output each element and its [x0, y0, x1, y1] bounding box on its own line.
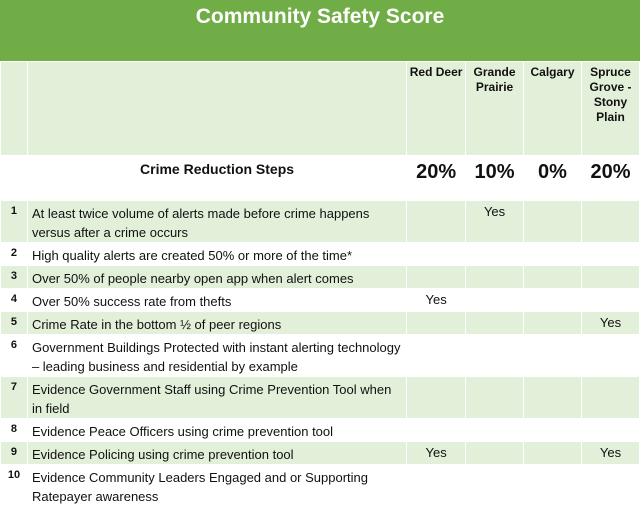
step-text: Over 50% success rate from thefts: [27, 289, 406, 312]
step-value-cell: [466, 266, 524, 289]
table-row: [1, 201, 640, 243]
step-number: 8: [1, 419, 28, 442]
table-row: [1, 243, 640, 266]
step-value-cell: [466, 312, 524, 335]
step-text: Evidence Peace Officers using crime prevention tool: [27, 419, 406, 442]
table-row: [1, 335, 640, 377]
step-text: Crime Rate in the bottom ½ of peer regions: [27, 312, 406, 335]
step-value-cell: [524, 201, 582, 243]
score-row: [1, 156, 640, 201]
step-value-cell: [466, 419, 524, 442]
table-row: [1, 419, 640, 442]
column-header-row: [1, 62, 640, 156]
step-value-cell: Yes: [407, 442, 466, 465]
step-number: 7: [1, 377, 28, 419]
column-header-spruce-grove: Spruce Grove - Stony Plain: [581, 62, 639, 156]
step-number: 5: [1, 312, 28, 335]
column-header-grande-prairie: Grande Prairie: [466, 62, 524, 156]
step-value-cell: [407, 312, 466, 335]
step-number: 4: [1, 289, 28, 312]
step-value-cell: Yes: [581, 312, 639, 335]
step-value-cell: [524, 377, 582, 419]
step-value-cell: [581, 289, 639, 312]
table-row: [1, 465, 640, 507]
step-text: Government Buildings Protected with instant alerting technology – leading business and residential by example: [27, 335, 406, 377]
step-text: At least twice volume of alerts made before crime happens versus after a crime occurs: [27, 201, 406, 243]
score-grande-prairie: 10%: [466, 156, 524, 201]
table-row: [1, 266, 640, 289]
step-value-cell: [581, 335, 639, 377]
step-value-cell: Yes: [407, 289, 466, 312]
step-text: High quality alerts are created 50% or more of the time*: [27, 243, 406, 266]
column-header-red-deer: Red Deer: [407, 62, 466, 156]
step-value-cell: [581, 465, 639, 507]
step-value-cell: [524, 243, 582, 266]
step-number: 3: [1, 266, 28, 289]
step-value-cell: [407, 335, 466, 377]
step-text: Evidence Community Leaders Engaged and or Supporting Ratepayer awareness: [27, 465, 406, 507]
header-step-cell: [27, 62, 406, 156]
step-value-cell: [466, 335, 524, 377]
step-value-cell: [524, 442, 582, 465]
step-value-cell: [524, 266, 582, 289]
step-text: Evidence Policing using crime prevention tool: [27, 442, 406, 465]
step-number: 9: [1, 442, 28, 465]
step-value-cell: [524, 465, 582, 507]
step-value-cell: [466, 243, 524, 266]
step-value-cell: [466, 442, 524, 465]
step-value-cell: [581, 266, 639, 289]
step-text: Evidence Government Staff using Crime Prevention Tool when in field: [27, 377, 406, 419]
step-value-cell: [407, 465, 466, 507]
step-value-cell: [407, 377, 466, 419]
step-value-cell: Yes: [581, 442, 639, 465]
step-text: Over 50% of people nearby open app when alert comes: [27, 266, 406, 289]
step-value-cell: [407, 419, 466, 442]
score-red-deer: 20%: [407, 156, 466, 201]
safety-score-table: [0, 61, 640, 507]
table-row: [1, 377, 640, 419]
step-value-cell: [407, 266, 466, 289]
step-value-cell: [466, 377, 524, 419]
table-row: [1, 312, 640, 335]
page-title: Community Safety Score: [195, 5, 445, 28]
step-number: 2: [1, 243, 28, 266]
step-value-cell: [581, 201, 639, 243]
score-calgary: 0%: [524, 156, 582, 201]
column-header-calgary: Calgary: [524, 62, 582, 156]
step-value-cell: Yes: [466, 201, 524, 243]
step-value-cell: [581, 377, 639, 419]
step-value-cell: [524, 419, 582, 442]
step-number: 6: [1, 335, 28, 377]
step-value-cell: [581, 419, 639, 442]
step-value-cell: [407, 243, 466, 266]
steps-header: Crime Reduction Steps: [27, 156, 406, 201]
table-row: [1, 442, 640, 465]
step-value-cell: [466, 465, 524, 507]
step-value-cell: [524, 312, 582, 335]
step-number: 10: [1, 465, 28, 507]
title-bar: [0, 0, 640, 61]
score-spruce-grove: 20%: [581, 156, 639, 201]
score-num-cell: [1, 156, 28, 201]
step-value-cell: [466, 289, 524, 312]
header-num-cell: [1, 62, 28, 156]
step-value-cell: [524, 289, 582, 312]
step-number: 1: [1, 201, 28, 243]
step-value-cell: [407, 201, 466, 243]
step-value-cell: [581, 243, 639, 266]
step-value-cell: [524, 335, 582, 377]
table-row: [1, 289, 640, 312]
